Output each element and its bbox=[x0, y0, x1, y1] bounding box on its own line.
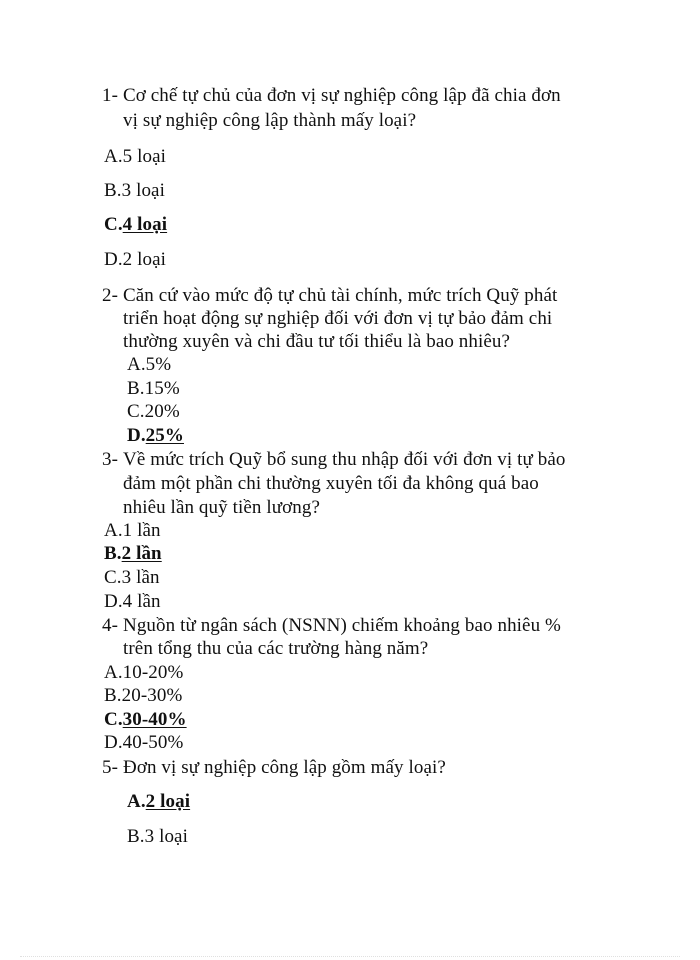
question-2-option-d-correct bbox=[127, 425, 184, 447]
option-text: 10-20% bbox=[122, 662, 184, 683]
question-1-option-b bbox=[104, 180, 165, 202]
question-1-text-line-2: vị sự nghiệp công lập thành mấy loại? bbox=[123, 110, 417, 131]
question-1-line-1 bbox=[102, 85, 561, 107]
question-3-text-line-3: nhiêu lần quỹ tiền lương? bbox=[123, 497, 320, 518]
question-1-option-d bbox=[104, 249, 166, 271]
option-text: 3 loại bbox=[144, 826, 188, 847]
question-5-option-b bbox=[127, 826, 188, 848]
option-text: 40-50% bbox=[122, 732, 184, 753]
page-bottom-divider bbox=[20, 956, 680, 957]
question-2-option-c bbox=[127, 401, 180, 423]
option-prefix: A. bbox=[127, 791, 146, 812]
question-5-text-line-1: Đơn vị sự nghiệp công lập gồm mấy loại? bbox=[123, 757, 446, 778]
question-4-option-d bbox=[104, 732, 183, 754]
question-5-line-1 bbox=[102, 757, 446, 779]
question-3-text-line-2: đảm một phần chi thường xuyên tối đa không quá bao bbox=[123, 473, 539, 494]
question-4-text-line-1: Nguồn từ ngân sách (NSNN) chiếm khoảng bao nhiêu % bbox=[123, 615, 561, 636]
question-5-number: 5- bbox=[102, 757, 119, 778]
option-text: 4 loại bbox=[122, 214, 168, 235]
option-text: 2 lần bbox=[121, 543, 162, 564]
option-prefix: C. bbox=[127, 401, 145, 422]
question-1-text-line-1: Cơ chế tự chủ của đơn vị sự nghiệp công lập đã chia đơn bbox=[123, 85, 561, 106]
option-prefix: C. bbox=[104, 709, 123, 730]
option-text: 2 loại bbox=[122, 249, 167, 270]
option-prefix: C. bbox=[104, 567, 122, 588]
question-2-number: 2- bbox=[102, 285, 119, 306]
question-3-option-b-correct bbox=[104, 543, 162, 565]
question-1-number: 1- bbox=[102, 85, 119, 106]
option-text: 3 loại bbox=[121, 180, 165, 201]
option-text: 15% bbox=[144, 378, 180, 399]
option-prefix: B. bbox=[127, 378, 145, 399]
option-text: 20-30% bbox=[121, 685, 183, 706]
option-text: 4 lần bbox=[122, 591, 161, 612]
option-prefix: C. bbox=[104, 214, 123, 235]
option-prefix: D. bbox=[127, 425, 146, 446]
option-text: 5 loại bbox=[122, 146, 167, 167]
question-3-text-line-1: Về mức trích Quỹ bổ sung thu nhập đối với đơn vị tự bảo bbox=[123, 449, 566, 470]
question-2-text-line-1: Căn cứ vào mức độ tự chủ tài chính, mức trích Quỹ phát bbox=[123, 285, 558, 306]
question-3-number: 3- bbox=[102, 449, 119, 470]
question-4-line-1 bbox=[102, 615, 561, 637]
option-prefix: A. bbox=[127, 354, 146, 375]
option-text: 20% bbox=[144, 401, 180, 422]
question-4-option-c-correct bbox=[104, 709, 187, 731]
question-3-option-c bbox=[104, 567, 160, 589]
option-prefix: A. bbox=[104, 662, 123, 683]
question-2-text-line-3: thường xuyên và chi đầu tư tối thiểu là bao nhiêu? bbox=[123, 331, 511, 352]
option-text: 25% bbox=[145, 425, 184, 446]
option-prefix: B. bbox=[104, 180, 122, 201]
question-1-option-a bbox=[104, 146, 166, 168]
option-prefix: B. bbox=[104, 685, 122, 706]
question-3-option-d bbox=[104, 591, 161, 613]
question-2-option-a bbox=[127, 354, 171, 376]
option-prefix: D. bbox=[104, 591, 123, 612]
option-prefix: A. bbox=[104, 520, 123, 541]
question-2-option-b bbox=[127, 378, 180, 400]
question-3-option-a bbox=[104, 520, 161, 542]
question-4-option-a bbox=[104, 662, 183, 684]
question-4-number: 4- bbox=[102, 615, 119, 636]
question-3-line-1 bbox=[102, 449, 566, 471]
option-text: 3 lần bbox=[121, 567, 160, 588]
question-2-line-1 bbox=[102, 285, 557, 307]
question-2-text-line-2: triển hoạt động sự nghiệp đối với đơn vị tự bảo đảm chi bbox=[123, 308, 553, 329]
question-4-option-b bbox=[104, 685, 182, 707]
question-5-option-a-correct bbox=[127, 791, 190, 813]
option-prefix: D. bbox=[104, 249, 123, 270]
option-prefix: A. bbox=[104, 146, 123, 167]
option-prefix: B. bbox=[104, 543, 122, 564]
question-4-text-line-2: trên tổng thu của các trường hàng năm? bbox=[123, 638, 429, 659]
option-text: 30-40% bbox=[122, 709, 187, 730]
option-prefix: D. bbox=[104, 732, 123, 753]
question-1-option-c-correct bbox=[104, 214, 167, 236]
option-text: 2 loại bbox=[145, 791, 191, 812]
option-prefix: B. bbox=[127, 826, 145, 847]
option-text: 5% bbox=[145, 354, 172, 375]
option-text: 1 lần bbox=[122, 520, 161, 541]
